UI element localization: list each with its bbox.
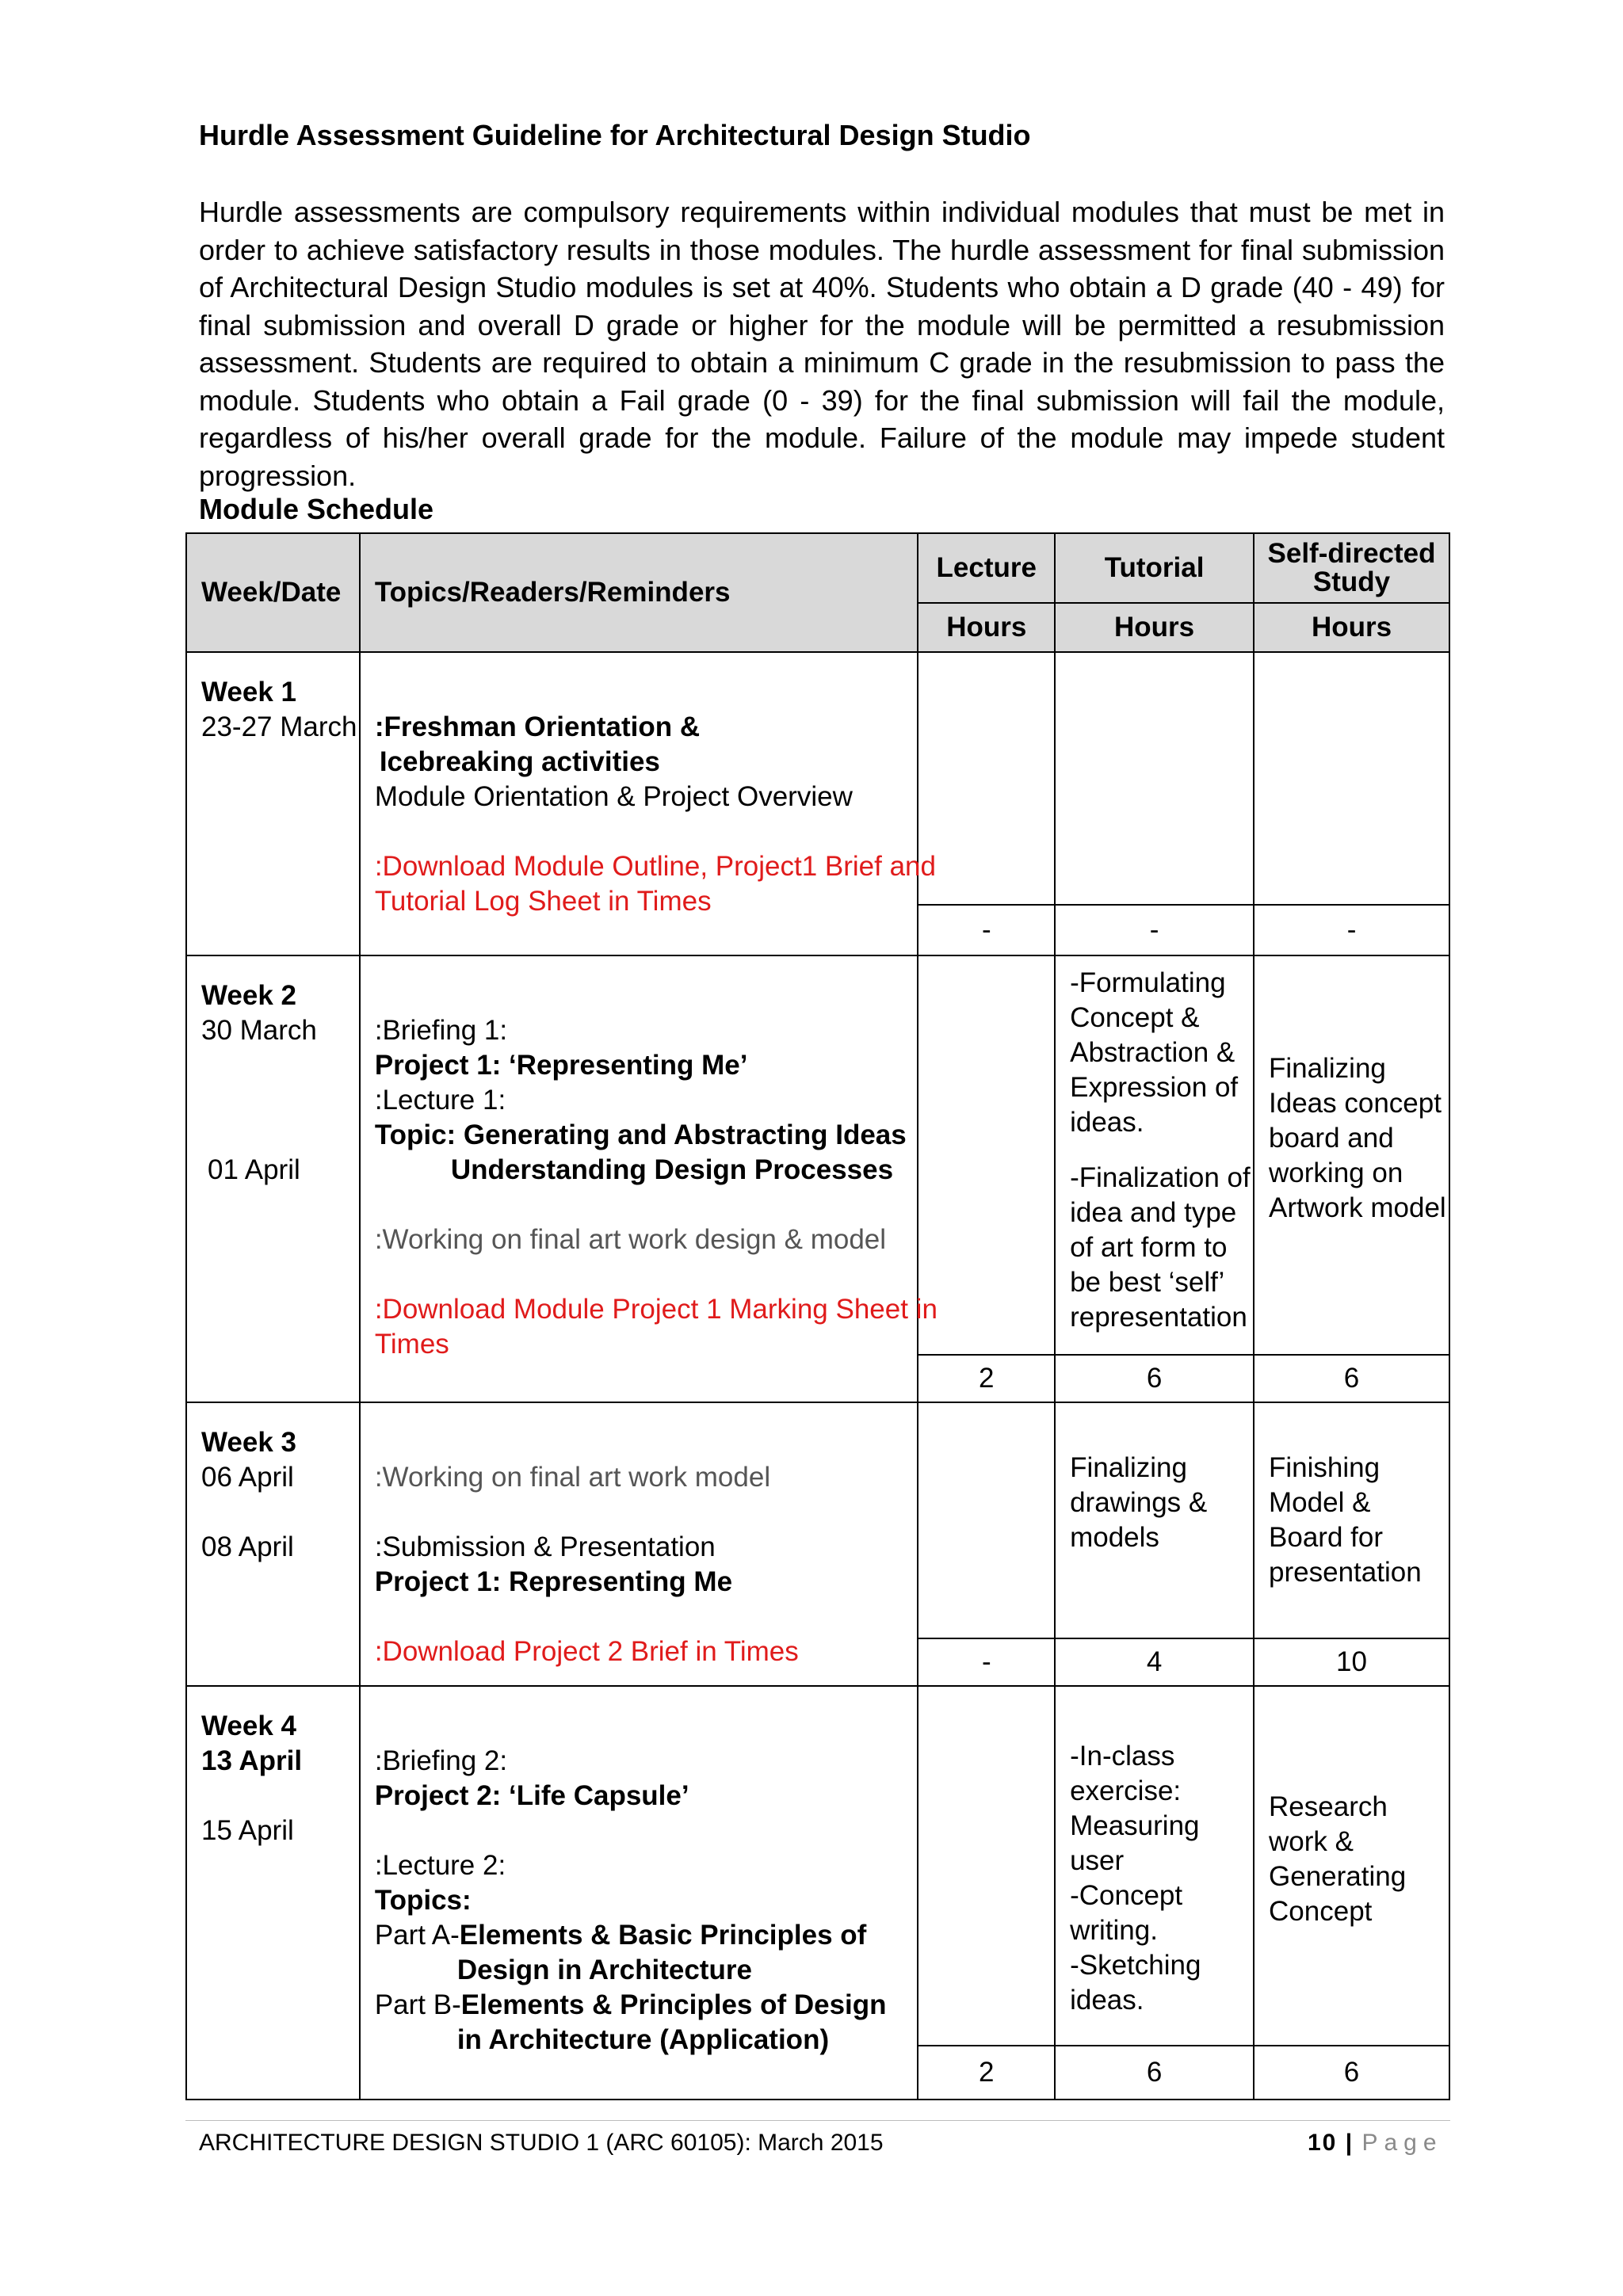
week4-part-prefix: Part A- bbox=[374, 1920, 460, 1951]
week2-topic-line: Understanding Design Processes bbox=[450, 1154, 894, 1185]
week4-topic-line: :Briefing 2: bbox=[374, 1745, 508, 1776]
week2-self-line: Ideas concept bbox=[1269, 1088, 1442, 1119]
week2-topic-line: :Briefing 1: bbox=[374, 1015, 508, 1046]
week4-tutorial-line: exercise: bbox=[1070, 1775, 1182, 1806]
week4-tutorial-line: -Sketching bbox=[1070, 1950, 1201, 1981]
week2-self-line: board and bbox=[1269, 1123, 1394, 1154]
week1-download-link[interactable]: :Download Module Outline, Project1 Brief and bbox=[374, 851, 936, 882]
week4-self-line: work & bbox=[1269, 1826, 1354, 1857]
week4-tutorial-cell bbox=[1055, 1686, 1254, 2046]
header-row bbox=[186, 533, 1449, 603]
week3-tutorial-line: drawings & bbox=[1070, 1487, 1208, 1518]
week2-self-line: working on bbox=[1269, 1158, 1403, 1188]
week3-topic-line: Project 1: Representing Me bbox=[374, 1566, 733, 1597]
week1-self-hours: - bbox=[1254, 905, 1449, 955]
week4-row bbox=[186, 1686, 1449, 2046]
header-lecture: Lecture bbox=[918, 533, 1055, 603]
week4-self-hours: 6 bbox=[1254, 2046, 1449, 2100]
week3-self-cell bbox=[1254, 1402, 1449, 1638]
header-lecture-hours: Hours bbox=[918, 603, 1055, 652]
week4-topic-line: Topics: bbox=[374, 1885, 472, 1916]
week4-topic-line bbox=[375, 1988, 903, 2023]
header-self-hours: Hours bbox=[1254, 603, 1449, 652]
week3-topic-line: :Submission & Presentation bbox=[374, 1531, 716, 1562]
header-tutorial-hours: Hours bbox=[1055, 603, 1254, 652]
week3-tutorial-line: models bbox=[1070, 1522, 1159, 1553]
week1-download-link[interactable]: Tutorial Log Sheet in Times bbox=[374, 886, 712, 917]
week2-lecture-hours: 2 bbox=[918, 1355, 1055, 1402]
week4-self-line: Concept bbox=[1269, 1896, 1373, 1927]
week2-tutorial-line: ideas. bbox=[1070, 1107, 1144, 1138]
week3-tutorial-line: Finalizing bbox=[1070, 1452, 1187, 1483]
page-word: Page bbox=[1361, 2130, 1443, 2156]
week4-tutorial-line: writing. bbox=[1070, 1915, 1158, 1946]
week2-self-hours: 6 bbox=[1254, 1355, 1449, 1402]
week2-tutorial-line: -Formulating bbox=[1070, 967, 1226, 998]
week3-download-link[interactable]: :Download Project 2 Brief in Times bbox=[374, 1636, 799, 1667]
week4-lecture-cell bbox=[918, 1686, 1055, 2046]
week3-self-line: Finishing bbox=[1269, 1452, 1381, 1483]
week1-tutorial-hours: - bbox=[1055, 905, 1254, 955]
week2-tutorial-line: Abstraction & bbox=[1070, 1037, 1235, 1068]
week4-part-prefix: Part B- bbox=[374, 1989, 461, 2020]
week2-tutorial-line: -Finalization of bbox=[1070, 1162, 1251, 1193]
footer-divider bbox=[185, 2120, 1450, 2121]
week2-tutorial-line: Concept & bbox=[1070, 1002, 1200, 1033]
week2-download-link[interactable]: :Download Module Project 1 Marking Sheet in bbox=[374, 1294, 938, 1325]
week2-date: 01 April bbox=[208, 1154, 300, 1185]
week2-tutorial-line: be best ‘self’ bbox=[1070, 1267, 1225, 1298]
week4-self-cell bbox=[1254, 1686, 1449, 2046]
week4-topic-line: Project 2: ‘Life Capsule’ bbox=[374, 1780, 689, 1811]
week2-topic-line: Project 1: ‘Representing Me’ bbox=[374, 1050, 748, 1081]
intro-paragraph: Hurdle assessments are compulsory requirements within individual modules that must be met in order to achieve satisfactory results in those modules. The hurdle assessment for final submission of Architectural Design Studio modules is set at 40%. Students who obtain a D grade (40 - 49) for final submission and overall D grade or higher for the module will be permitted a resubmission assessment. Students are required to obtain a minimum C grade in the resubmission to pass the module. Students who obtain a Fail grade (0 - 39) for the final submission will fail the module, regardless of his/her overall grade for the module. Failure of the module may impede student progression. bbox=[199, 196, 1445, 492]
week2-tutorial-line: idea and type bbox=[1070, 1197, 1237, 1228]
week3-date: 06 April bbox=[201, 1462, 294, 1493]
module-schedule-table bbox=[185, 532, 1450, 2100]
week2-topics-cell bbox=[360, 955, 938, 1402]
week2-date: 30 March bbox=[201, 1015, 317, 1046]
document-title: Hurdle Assessment Guideline for Architectural Design Studio bbox=[199, 119, 1031, 151]
week3-date-cell bbox=[186, 1402, 360, 1686]
week3-row bbox=[186, 1402, 1449, 1638]
week2-topic-line: :Lecture 1: bbox=[374, 1085, 506, 1116]
week3-label: Week 3 bbox=[201, 1427, 296, 1458]
week4-date: 13 April bbox=[201, 1745, 303, 1776]
week3-tutorial-cell bbox=[1055, 1402, 1254, 1638]
week3-self-line: Board for bbox=[1269, 1522, 1383, 1553]
week4-label: Week 4 bbox=[201, 1711, 296, 1741]
header-self-line2: Study bbox=[1312, 566, 1391, 597]
section-title: Module Schedule bbox=[199, 493, 434, 525]
week4-self-line: Generating bbox=[1269, 1861, 1407, 1892]
week1-tutorial-cell bbox=[1055, 652, 1254, 905]
header-topics: Topics/Readers/Reminders bbox=[360, 533, 918, 652]
header-self-line1: Self-directed bbox=[1267, 538, 1436, 569]
week3-topic-line: :Working on final art work model bbox=[374, 1462, 771, 1493]
week3-date: 08 April bbox=[201, 1531, 294, 1562]
week4-date: 15 April bbox=[201, 1815, 294, 1846]
week2-tutorial-hours: 6 bbox=[1055, 1355, 1254, 1402]
week4-tutorial-line: Measuring bbox=[1070, 1810, 1200, 1841]
week2-download-link[interactable]: Times bbox=[374, 1329, 449, 1360]
week2-date-cell bbox=[186, 955, 360, 1402]
week1-row bbox=[186, 652, 1449, 905]
week4-tutorial-line: -Concept bbox=[1070, 1880, 1183, 1911]
page-separator: | bbox=[1345, 2130, 1354, 2156]
week1-date: 23-27 March bbox=[201, 711, 357, 742]
header-tutorial: Tutorial bbox=[1055, 533, 1254, 603]
week2-self-line: Artwork model bbox=[1269, 1192, 1446, 1223]
week3-tutorial-hours: 4 bbox=[1055, 1638, 1254, 1686]
week3-self-line: presentation bbox=[1269, 1557, 1422, 1588]
week4-lecture-hours: 2 bbox=[918, 2046, 1055, 2100]
week2-self-cell bbox=[1254, 955, 1449, 1355]
page-number: 10 bbox=[1308, 2130, 1338, 2156]
week2-label: Week 2 bbox=[201, 980, 296, 1011]
week1-lecture-cell bbox=[918, 652, 1055, 905]
week2-self-line: Finalizing bbox=[1269, 1053, 1386, 1084]
week4-part-title: Elements & Basic Principles of bbox=[459, 1920, 867, 1951]
footer-page-indicator bbox=[1308, 2130, 1443, 2157]
week1-lecture-hours: - bbox=[918, 905, 1055, 955]
week1-topic-line: :Freshman Orientation & bbox=[374, 711, 701, 742]
footer-course-info: ARCHITECTURE DESIGN STUDIO 1 (ARC 60105): March 2015 bbox=[199, 2130, 884, 2156]
week3-topics-cell bbox=[360, 1402, 918, 1686]
week3-lecture-cell bbox=[918, 1402, 1055, 1638]
week3-self-line: Model & bbox=[1269, 1487, 1371, 1518]
header-week-date: Week/Date bbox=[186, 533, 360, 652]
week2-tutorial-line: Expression of bbox=[1070, 1072, 1239, 1103]
week1-date-cell bbox=[186, 652, 360, 955]
week4-self-line: Research bbox=[1269, 1791, 1388, 1822]
week4-date-cell bbox=[186, 1686, 360, 2100]
week4-topic-line: :Lecture 2: bbox=[374, 1850, 506, 1881]
week2-tutorial-line: representation bbox=[1070, 1302, 1247, 1333]
week1-topic-line: Module Orientation & Project Overview bbox=[374, 781, 853, 812]
week2-topic-line: Topic: Generating and Abstracting Ideas bbox=[374, 1119, 907, 1150]
week4-part-title: Elements & Principles of Design bbox=[460, 1989, 887, 2020]
week4-tutorial-hours: 6 bbox=[1055, 2046, 1254, 2100]
week2-tutorial-line: of art form to bbox=[1070, 1232, 1228, 1263]
week4-topic-line: in Architecture (Application) bbox=[456, 2024, 830, 2055]
week4-tutorial-line: ideas. bbox=[1070, 1985, 1144, 2016]
week2-lecture-cell bbox=[918, 955, 1055, 1355]
week3-lecture-hours: - bbox=[918, 1638, 1055, 1686]
week4-topics-cell bbox=[360, 1686, 918, 2100]
week4-tutorial-line: user bbox=[1070, 1845, 1125, 1876]
header-self-directed bbox=[1254, 533, 1449, 603]
week3-self-hours: 10 bbox=[1254, 1638, 1449, 1686]
week1-label: Week 1 bbox=[201, 677, 296, 707]
week4-topic-line: Design in Architecture bbox=[456, 1955, 752, 1985]
week4-topic-line bbox=[375, 1918, 903, 1953]
week2-tutorial-cell bbox=[1055, 955, 1254, 1355]
week1-self-cell bbox=[1254, 652, 1449, 905]
week4-tutorial-line: -In-class bbox=[1070, 1741, 1175, 1772]
week2-row bbox=[186, 955, 1449, 1355]
week1-topics-cell bbox=[360, 652, 936, 955]
week1-topic-line: Icebreaking activities bbox=[379, 746, 660, 777]
week2-topic-line: :Working on final art work design & model bbox=[374, 1224, 887, 1255]
